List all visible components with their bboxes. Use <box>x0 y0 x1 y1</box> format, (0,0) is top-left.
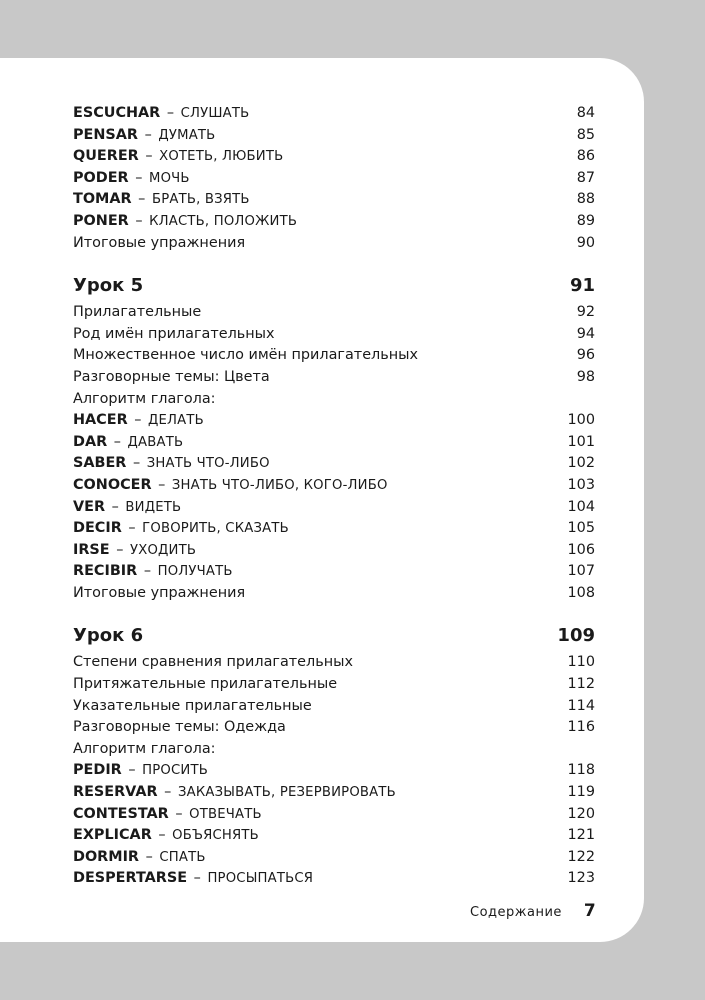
dash-separator: – <box>134 412 142 429</box>
verb-spanish: PONER <box>73 212 129 229</box>
verb-translation: ГОВОРИТЬ, СКАЗАТЬ <box>142 521 289 537</box>
toc-entry-label <box>73 455 270 471</box>
toc-entry-label: Степени сравнения прилагательных <box>73 654 353 671</box>
toc-entry-label: Прилагательные <box>73 304 202 321</box>
verb-translation: ДУМАТЬ <box>158 127 216 143</box>
toc-entry-label <box>73 827 259 843</box>
toc-verb-entry[interactable] <box>73 477 595 499</box>
verb-translation: ЗНАТЬ ЧТО-ЛИБО <box>146 456 270 472</box>
toc-entry[interactable] <box>73 741 595 763</box>
toc-entry-label <box>73 434 183 450</box>
lesson-heading[interactable] <box>73 275 595 304</box>
table-of-contents <box>73 105 595 892</box>
verb-translation: ХОТЕТЬ, ЛЮБИТЬ <box>159 149 284 165</box>
toc-verb-entry[interactable] <box>73 412 595 434</box>
verb-translation: СЛУШАТЬ <box>180 106 250 121</box>
toc-entry-label <box>73 148 283 164</box>
verb-translation: ПОЛУЧАТЬ <box>157 564 233 580</box>
toc-entry[interactable] <box>73 698 595 720</box>
toc-verb-entry[interactable] <box>73 784 595 806</box>
toc-page-number: 94 <box>576 325 595 342</box>
toc-entry-label <box>73 520 289 536</box>
dash-separator: – <box>111 498 119 515</box>
toc-entry-label: Итоговые упражнения <box>73 584 246 601</box>
toc-entry[interactable] <box>73 719 595 741</box>
toc-page-number: 104 <box>567 498 595 515</box>
dash-separator: – <box>116 541 124 558</box>
verb-spanish: DORMIR <box>73 848 140 865</box>
toc-page-number: 123 <box>567 870 595 887</box>
toc-entry[interactable] <box>73 235 595 257</box>
verb-spanish: RECIBIR <box>73 563 138 580</box>
lesson-title: Урок 6 <box>73 625 144 647</box>
toc-entry[interactable] <box>73 326 595 348</box>
dash-separator: – <box>145 848 153 865</box>
dash-separator: – <box>113 433 121 450</box>
toc-verb-entry[interactable] <box>73 455 595 477</box>
verb-translation: ЗНАТЬ ЧТО-ЛИБО, КОГО-ЛИБО <box>171 477 388 493</box>
toc-entry-label: Притяжательные прилагательные <box>73 676 338 693</box>
toc-page-number: 120 <box>567 805 595 822</box>
verb-translation: ПРОСИТЬ <box>142 763 208 779</box>
toc-entry-label: Род имён прилагательных <box>73 325 275 342</box>
dash-separator: – <box>135 169 143 186</box>
verb-spanish: PODER <box>73 169 129 186</box>
toc-page-number: 90 <box>576 234 595 251</box>
page-footer <box>470 901 596 921</box>
toc-entry-label <box>73 849 206 865</box>
toc-page-number: 105 <box>567 520 595 537</box>
toc-page-number: 85 <box>576 126 595 143</box>
toc-page-number: 86 <box>576 148 595 165</box>
verb-translation: СПАТЬ <box>159 849 206 865</box>
verb-spanish: RESERVAR <box>73 784 158 801</box>
verb-spanish: SABER <box>73 455 127 472</box>
toc-verb-entry[interactable] <box>73 105 595 127</box>
verb-translation: ПРОСЫПАТЬСЯ <box>207 871 314 887</box>
toc-page-number: 116 <box>567 719 595 736</box>
dash-separator: – <box>143 563 152 580</box>
toc-page-number: 96 <box>576 347 595 364</box>
toc-page-number: 108 <box>567 584 595 601</box>
toc-entry-label <box>73 127 215 143</box>
verb-translation: ЗАКАЗЫВАТЬ, РЕЗЕРВИРОВАТЬ <box>177 785 396 801</box>
toc-entry-label <box>73 499 181 515</box>
toc-page-number: 121 <box>567 827 595 844</box>
verb-translation: КЛАСТЬ, ПОЛОЖИТЬ <box>149 213 298 229</box>
dash-separator: – <box>166 105 175 121</box>
lesson-title: Урок 5 <box>73 275 144 297</box>
toc-entry-label: Алгоритм глагола: <box>73 390 216 407</box>
toc-entry-label: Алгоритм глагола: <box>73 740 216 757</box>
dash-separator: – <box>158 827 166 844</box>
dash-separator: – <box>144 126 152 143</box>
toc-entry-label: Разговорные темы: Цвета <box>73 368 270 385</box>
toc-verb-entry[interactable] <box>73 849 595 871</box>
verb-translation: ОБЪЯСНЯТЬ <box>172 828 259 844</box>
toc-page-number: 102 <box>567 455 595 472</box>
verb-spanish: EXPLICAR <box>73 827 152 844</box>
toc-page-number: 100 <box>567 412 595 429</box>
toc-entry-label: Множественное число имён прилагательных <box>73 347 419 364</box>
verb-spanish: DECIR <box>73 520 122 537</box>
toc-entry-label: Разговорные темы: Одежда <box>73 719 286 736</box>
toc-entry-label <box>73 477 388 493</box>
toc-entry[interactable] <box>73 585 595 607</box>
toc-entry-label: Итоговые упражнения <box>73 234 246 251</box>
toc-page-number: 103 <box>567 476 595 493</box>
verb-translation: ОТВЕЧАТЬ <box>189 806 262 822</box>
verb-translation: МОЧЬ <box>149 170 190 186</box>
verb-translation: БРАТЬ, ВЗЯТЬ <box>151 192 250 208</box>
toc-entry[interactable] <box>73 391 595 413</box>
verb-translation: ДАВАТЬ <box>127 434 184 450</box>
toc-verb-entry[interactable] <box>73 213 595 235</box>
dash-separator: – <box>193 870 201 887</box>
toc-page-number: 118 <box>567 762 595 779</box>
verb-spanish: CONOCER <box>73 476 152 493</box>
toc-verb-entry[interactable] <box>73 520 595 542</box>
toc-page-number: 98 <box>576 368 595 385</box>
book-page <box>0 58 644 942</box>
verb-spanish: DAR <box>73 433 108 450</box>
footer-title: Содержание <box>470 905 562 920</box>
toc-entry-label <box>73 412 204 428</box>
dash-separator: – <box>164 784 172 801</box>
toc-entry-label <box>73 191 250 207</box>
toc-verb-entry[interactable] <box>73 563 595 585</box>
lesson-page-number: 109 <box>557 625 595 647</box>
toc-entry-label: Указательные прилагательные <box>73 697 312 714</box>
toc-page-number: 84 <box>576 105 595 121</box>
toc-page-number: 114 <box>567 697 595 714</box>
dash-separator: – <box>158 476 166 493</box>
toc-page-number: 88 <box>576 191 595 208</box>
verb-spanish: QUERER <box>73 148 139 165</box>
toc-verb-entry[interactable] <box>73 170 595 192</box>
toc-page-number: 119 <box>567 784 595 801</box>
toc-entry-label <box>73 213 297 229</box>
toc-page-number: 112 <box>567 676 595 693</box>
toc-page-number: 106 <box>567 541 595 558</box>
dash-separator: – <box>145 148 153 165</box>
toc-page-number: 92 <box>576 304 595 321</box>
toc-verb-entry[interactable] <box>73 827 595 849</box>
toc-entry-label <box>73 170 190 186</box>
toc-verb-entry[interactable] <box>73 806 595 828</box>
toc-verb-entry[interactable] <box>73 127 595 149</box>
verb-translation: ВИДЕТЬ <box>125 499 182 515</box>
verb-translation: УХОДИТЬ <box>130 542 197 558</box>
toc-entry-label <box>73 806 262 822</box>
dash-separator: – <box>175 805 183 822</box>
lesson-heading[interactable] <box>73 625 595 654</box>
toc-entry-label <box>73 542 196 558</box>
toc-entry-label <box>73 784 396 800</box>
toc-page-number: 107 <box>567 563 595 580</box>
toc-entry[interactable] <box>73 304 595 326</box>
toc-verb-entry[interactable] <box>73 542 595 564</box>
toc-verb-entry[interactable] <box>73 434 595 456</box>
toc-entry-label <box>73 762 208 778</box>
verb-spanish: HACER <box>73 412 128 429</box>
toc-entry-label <box>73 870 313 886</box>
dash-separator: – <box>138 191 146 208</box>
toc-entry[interactable] <box>73 347 595 369</box>
toc-page-number: 89 <box>576 212 595 229</box>
toc-page-number: 87 <box>576 169 595 186</box>
toc-page-number: 110 <box>567 654 595 671</box>
dash-separator: – <box>128 520 136 537</box>
verb-spanish: PENSAR <box>73 126 139 143</box>
toc-verb-entry[interactable] <box>73 191 595 213</box>
dash-separator: – <box>132 455 141 472</box>
page-number: 7 <box>583 901 596 921</box>
verb-spanish: TOMAR <box>73 191 132 208</box>
dash-separator: – <box>135 212 143 229</box>
verb-spanish: IRSE <box>73 541 110 558</box>
toc-entry-label <box>73 563 233 579</box>
lesson-page-number: 91 <box>569 275 595 297</box>
toc-entry[interactable] <box>73 654 595 676</box>
toc-entry[interactable] <box>73 369 595 391</box>
toc-page-number: 101 <box>567 433 595 450</box>
toc-verb-entry[interactable] <box>73 148 595 170</box>
verb-translation: ДЕЛАТЬ <box>148 413 204 429</box>
verb-spanish: DESPERTARSE <box>73 870 188 887</box>
toc-entry-label <box>73 105 249 121</box>
verb-spanish: CONTESTAR <box>73 805 169 822</box>
verb-spanish: PEDIR <box>73 762 122 779</box>
toc-page-number: 122 <box>567 848 595 865</box>
dash-separator: – <box>128 762 136 779</box>
toc-verb-entry[interactable] <box>73 762 595 784</box>
verb-spanish: VER <box>73 498 106 515</box>
toc-verb-entry[interactable] <box>73 499 595 521</box>
toc-verb-entry[interactable] <box>73 870 595 892</box>
verb-spanish: ESCUCHAR <box>73 105 161 121</box>
toc-entry[interactable] <box>73 676 595 698</box>
